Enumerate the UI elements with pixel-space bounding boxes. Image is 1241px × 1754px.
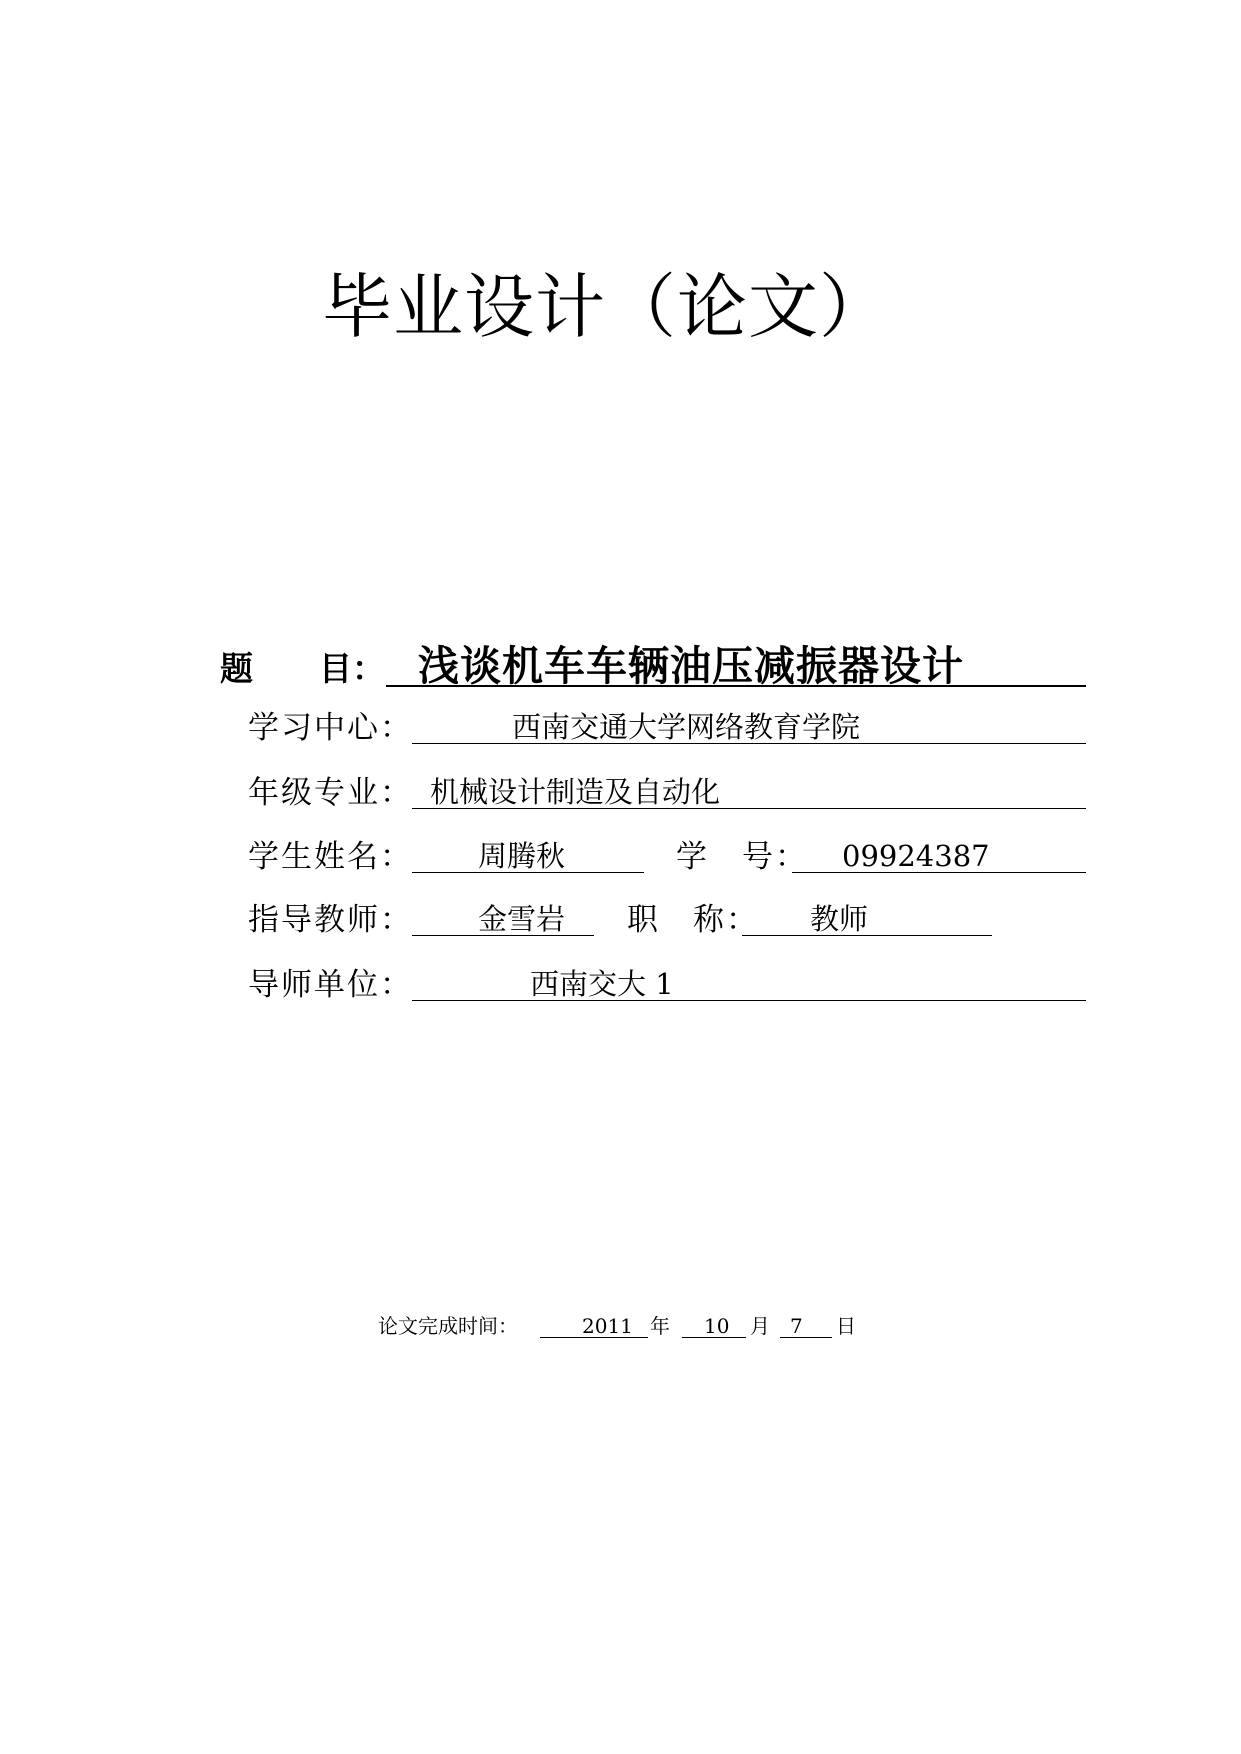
completion-label: 论文完成时间： <box>378 1314 518 1338</box>
advisor-title-value: 教师 <box>810 902 869 936</box>
study-center-label: 学习中心： <box>248 710 413 746</box>
completion-day: 7 <box>790 1314 803 1338</box>
completion-year: 2011 <box>582 1314 633 1338</box>
advisor-value: 金雪岩 <box>478 902 566 936</box>
student-id-value: 09924387 <box>842 839 990 873</box>
student-id-label: 学 号： <box>676 839 808 875</box>
major-label: 年级专业： <box>248 775 413 811</box>
student-name-value: 周腾秋 <box>478 839 566 873</box>
advisor-unit-underline <box>412 1000 1086 1001</box>
advisor-unit-value: 西南交大 1 <box>530 967 674 1001</box>
student-name-label: 学生姓名： <box>248 839 413 875</box>
completion-day-underline <box>780 1337 832 1338</box>
main-title: 毕业设计（论文） <box>322 266 890 348</box>
major-value: 机械设计制造及自动化 <box>430 775 721 809</box>
study-center-value: 西南交通大学网络教育学院 <box>512 710 861 744</box>
completion-month-unit: 月 <box>750 1314 770 1338</box>
advisor-unit-label: 导师单位： <box>248 967 413 1003</box>
completion-day-unit: 日 <box>836 1314 856 1338</box>
completion-year-unit: 年 <box>650 1314 670 1338</box>
topic-label: 题 目： <box>220 649 385 688</box>
advisor-title-label: 职 称： <box>627 902 759 938</box>
completion-month: 10 <box>704 1314 730 1338</box>
topic-value: 浅谈机车车辆油压减振器设计 <box>418 642 964 690</box>
advisor-label: 指导教师： <box>248 902 413 938</box>
